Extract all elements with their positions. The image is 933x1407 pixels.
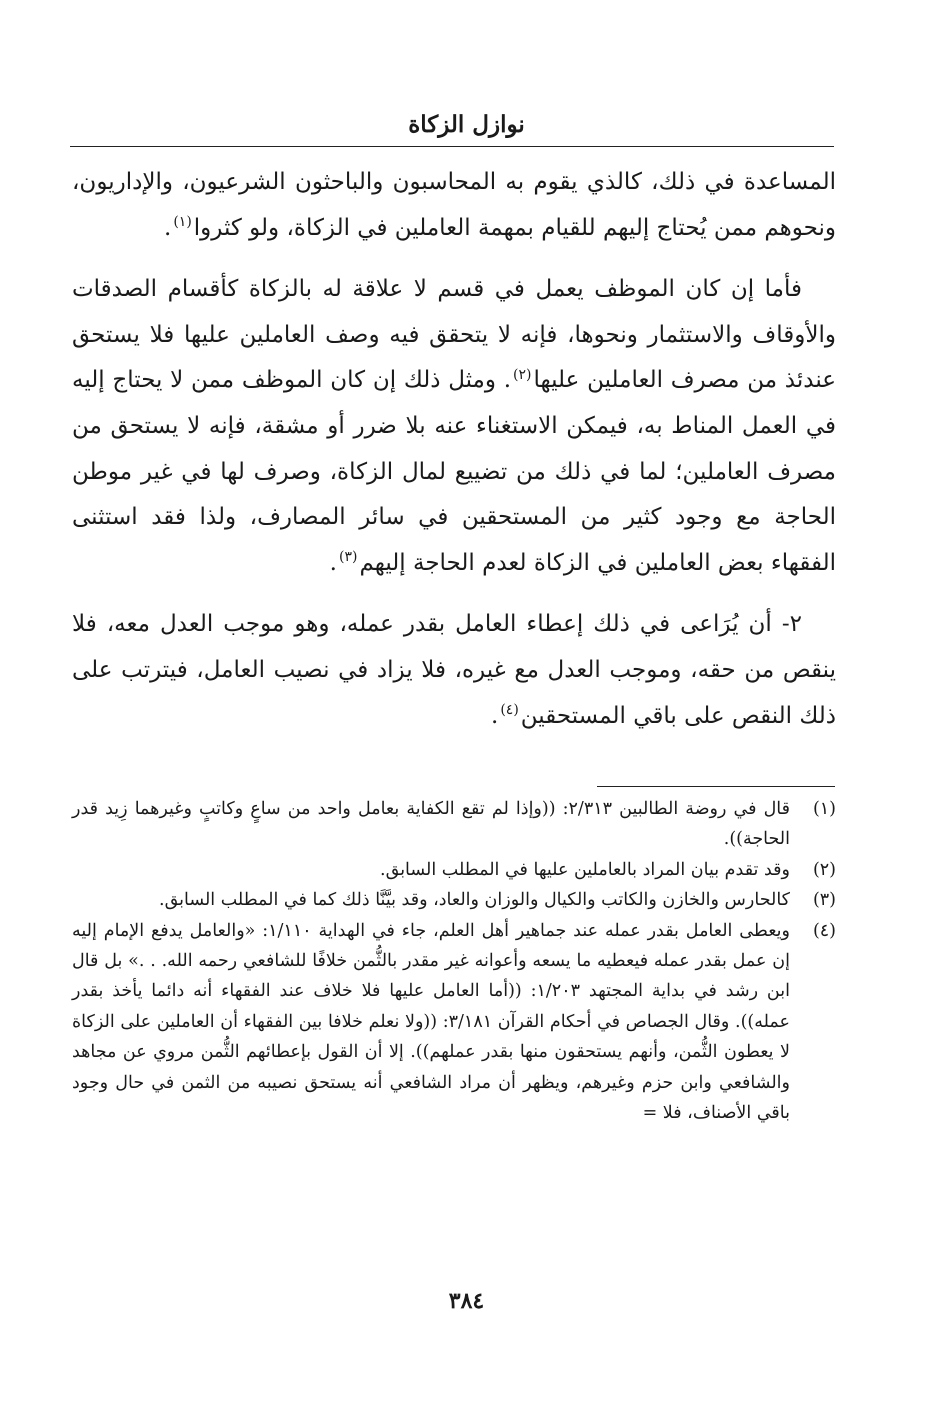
paragraph-2-end: . bbox=[329, 549, 337, 576]
footnote-ref-2[interactable]: (٢) bbox=[513, 366, 532, 383]
footnote-separator bbox=[597, 786, 835, 787]
paragraph-2-part-1: فأما إن كان الموظف يعمل في قسم لا علاقة له بالزكاة كأقسام الصدقات والأوقاف والاستثمار ونحوها، فإنه لا يتحقق فيه وصف العاملين عليها فلا يستحق عندئذ من مصرف العاملين عليها bbox=[72, 276, 836, 394]
header-rule bbox=[70, 146, 834, 147]
paragraph-2-part-2: . ومثل ذلك إن كان الموظف ممن لا يحتاج إليه في العمل المناط به، فيمكن الاستغناء عنه بلا ضرر أو مشقة، فإنه لا يستحق من مصرف العاملين؛ لما في ذلك من تضييع لمال الزكاة، وصرف لها في غير موطن الحاجة مع وجود كثير من المستحقين في سائر المصارف، ولذا فقد استثنى الفقهاء بعض العاملين في الزكاة لعدم الحاجة إليهم bbox=[72, 367, 836, 576]
footnote-number: (١) bbox=[812, 799, 836, 819]
footnote-2 bbox=[72, 855, 836, 885]
paragraph-1-end: . bbox=[164, 214, 172, 241]
footnote-3 bbox=[72, 885, 836, 915]
footnote-number: (٤) bbox=[812, 920, 836, 941]
footnotes bbox=[72, 794, 836, 1128]
footnote-ref-4[interactable]: (٤) bbox=[500, 701, 519, 718]
paragraph-1 bbox=[72, 160, 836, 251]
footnote-text: ويعطى العامل بقدر عمله عند جماهير أهل العلم، جاء في الهداية ١/١١٠: «والعامل يدفع الإمام إليه إن عمل بقدر عمله فيعطيه ما يسعه وأعوانه غير مقدر بالثُّمن خلافًا للشافعي رحمه الله. . .» بل قال ابن رشد في بداية المجتهد ١/٢٠٣: ((أما العامل عليها فلا خلاف عند الفقهاء أنه دائما يأخذ بقدر عمله)). وقال الجصاص في أحكام القرآن ٣/١٨١: ((ولا نعلم خلافا بين الفقهاء أن العاملين على الزكاة لا يعطون الثُّمن، وأنهم يستحقون منها بقدر عملهم)). إلا أن القول بإعطائهم الثُّمن مروي عن مجاهد والشافعي وابن حزم وغيرهم، ويظهر أن مراد الشافعي أنه يستحق نصيبه من الثمن في حال وجود باقي الأصناف، فلا = bbox=[72, 920, 790, 1124]
paragraph-3 bbox=[72, 602, 836, 739]
paragraph-3-text: ٢- أن يُرَاعى في ذلك إعطاء العامل بقدر عمله، وهو موجب العدل معه، فلا ينقص من حقه، وموجب العدل مع غيره، فلا يزاد في نصيب العامل، فيترتب على ذلك النقص على باقي المستحقين bbox=[72, 611, 836, 729]
paragraph-3-end: . bbox=[491, 702, 499, 729]
footnote-text: وقد تقدم بيان المراد بالعاملين عليها في المطلب السابق. bbox=[380, 859, 790, 880]
footnote-text: قال في روضة الطالبين ٢/٣١٣: ((وإذا لم تقع الكفاية بعامل واحد من ساعٍ وكاتبٍ وغيرهما زِيد قدر الحاجة)). bbox=[72, 799, 790, 850]
footnote-ref-3[interactable]: (٣) bbox=[338, 549, 358, 566]
footnote-text: كالحارس والخازن والكاتب والكيال والوزان والعاد، وقد بيَّنَّا ذلك كما في المطلب السابق. bbox=[159, 890, 790, 911]
footnote-number: (٣) bbox=[812, 890, 836, 911]
paragraph-2 bbox=[72, 267, 836, 586]
page-number: ٣٨٤ bbox=[448, 1288, 485, 1314]
footnote-number: (٢) bbox=[812, 859, 836, 880]
footnote-4 bbox=[72, 916, 836, 1129]
running-header-title: نوازل الزكاة bbox=[408, 111, 525, 138]
paragraph-1-text: المساعدة في ذلك، كالذي يقوم به المحاسبون والباحثون الشرعيون، والإداريون، ونحوهم ممن يُحتاج إليهم للقيام بمهمة العاملين في الزكاة، ولو كثروا bbox=[72, 169, 836, 241]
footnote-1 bbox=[72, 794, 836, 855]
footnote-ref-1[interactable]: (١) bbox=[173, 213, 192, 230]
main-text bbox=[72, 160, 836, 755]
